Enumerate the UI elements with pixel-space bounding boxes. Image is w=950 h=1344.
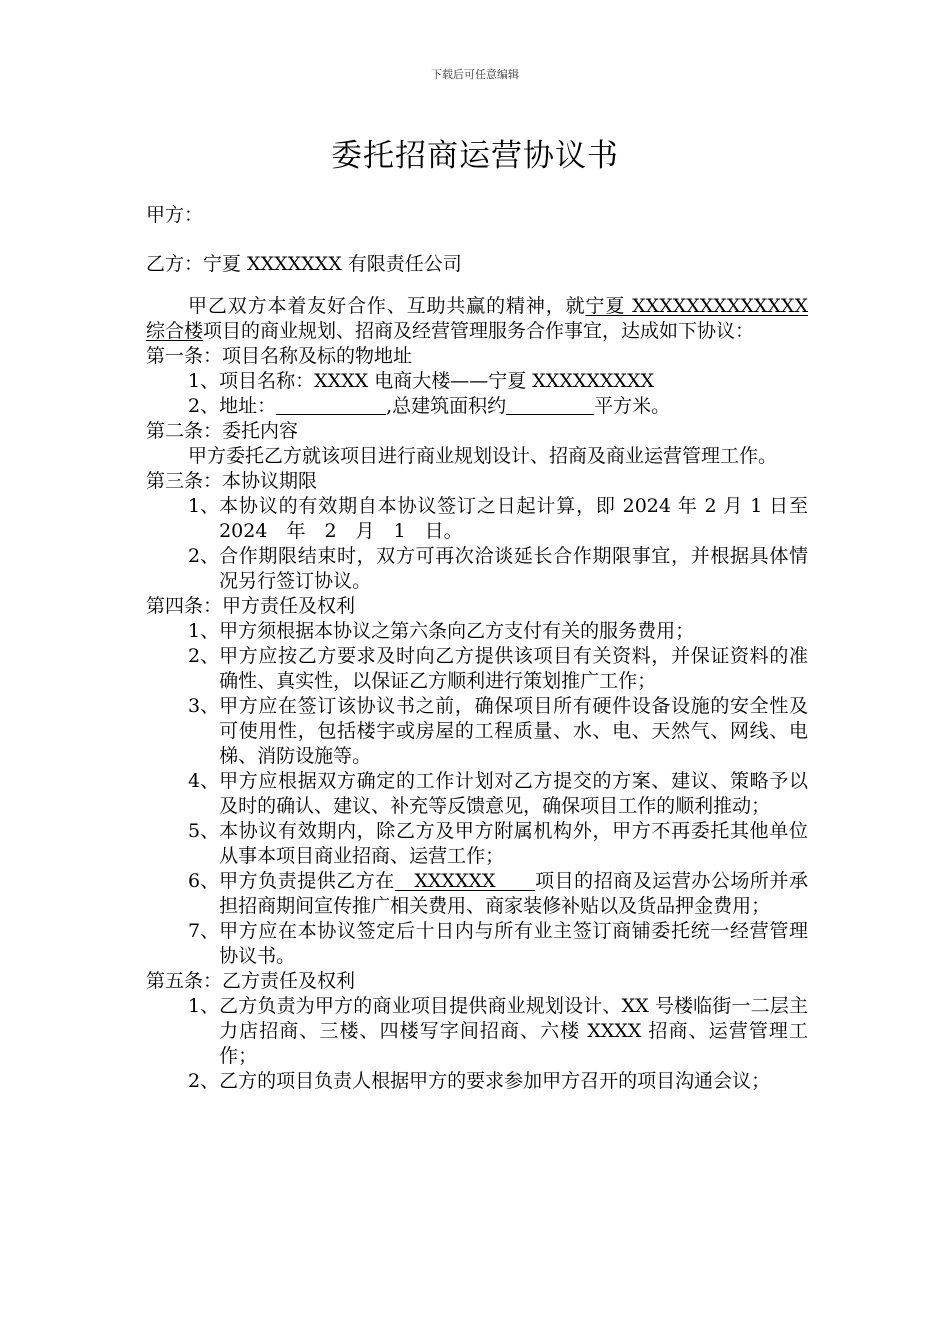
- address-label: 地址：: [219, 395, 277, 417]
- item-number: 1、: [188, 620, 220, 642]
- item-number: 2、: [188, 645, 220, 667]
- item-6-lead: 甲方负责提供乙方在: [219, 870, 395, 892]
- item-text: 甲方须根据本协议之第六条向乙方支付有关的服务费用；: [219, 620, 695, 642]
- section-1-item-1: [146, 369, 808, 394]
- intro-tail: 项目的商业规划、招商及经营管理服务合作事宜，达成如下协议：: [203, 320, 755, 342]
- document-title: 委托招商运营协议书: [331, 138, 619, 174]
- section-3-item-2: [146, 544, 808, 594]
- section-5-heading: 第五条：乙方责任及权利: [146, 970, 356, 992]
- item-text: 甲方应按乙方要求及时向乙方提供该项目有关资料，并保证资料的准确性、真实性，以保证乙方顺利进行策划推广工作；: [219, 645, 808, 692]
- section-2-text: 甲方委托乙方就该项目进行商业规划设计、招商及商业运营管理工作。: [188, 445, 778, 467]
- item-text: 乙方的项目负责人根据甲方的要求参加甲方召开的项目沟通会议；: [219, 1070, 771, 1092]
- party-b-line: 乙方：宁夏 XXXXXXX 有限责任公司: [146, 253, 462, 275]
- intro-lead: 甲乙双方本着友好合作、互助共赢的精神，就: [188, 295, 586, 317]
- section-3-item-1: [146, 494, 828, 544]
- item-number: 1、: [188, 370, 220, 392]
- area-unit: 平方米。: [594, 395, 671, 417]
- item-text: 合作期限结束时，双方可再次洽谈延长合作期限事宜，并根据具体情况另行签订协议。: [219, 545, 808, 592]
- item-number: 1、: [188, 495, 220, 517]
- section-4-heading: 第四条：甲方责任及权利: [146, 595, 356, 617]
- section-4-item-1: [146, 619, 808, 644]
- intro-project-name: 宁夏 XXXXXXXXXXXXX 综合楼: [146, 295, 808, 342]
- section-2-heading: 第二条：委托内容: [146, 420, 299, 442]
- item-number: 2、: [188, 395, 220, 417]
- section-4-item-3: [146, 694, 808, 769]
- item-text: 甲方应在签订该协议书之前，确保项目所有硬件设备设施的安全性及可使用性，包括楼宇或房屋的工程质量、水、电、天然气、网线、电梯、消防设施等。: [219, 695, 808, 767]
- item-text: [219, 394, 808, 419]
- agreement-body: [146, 294, 828, 1094]
- party-a-line: 甲方：: [146, 204, 204, 226]
- section-4-item-7: [146, 919, 808, 969]
- item-text: 乙方负责为甲方的商业项目提供商业规划设计、XX 号楼临街一二层主力店招商、三楼、四楼写字间招商、六楼 XXXX 招商、运营管理工作；: [219, 995, 808, 1067]
- item-number: 7、: [188, 920, 220, 942]
- section-4-item-6: [146, 869, 808, 919]
- item-number: 2、: [188, 545, 220, 567]
- item-number: 6、: [188, 870, 220, 892]
- section-1-item-2: [146, 394, 808, 419]
- item-text: 甲方应在本协议签定后十日内与所有业主签订商铺委托统一经营管理协议书。: [219, 920, 808, 967]
- area-label: ,总建筑面积约: [386, 395, 507, 417]
- item-text: [219, 869, 808, 919]
- item-number: 3、: [188, 695, 220, 717]
- section-1-heading: 第一条：项目名称及标的物地址: [146, 345, 413, 367]
- header-note: 下载后可任意编辑: [431, 68, 519, 81]
- item-number: 1、: [188, 995, 220, 1017]
- item-text: 本协议有效期内，除乙方及甲方附属机构外，甲方不再委托其他单位从事本项目商业招商、运营工作；: [219, 820, 808, 867]
- address-blank: [276, 396, 386, 415]
- section-5-item-2: [146, 1069, 808, 1094]
- section-4-item-4: [146, 769, 808, 819]
- area-blank: [506, 396, 594, 415]
- item-text: 甲方应根据双方确定的工作计划对乙方提交的方案、建议、策略予以及时的确认、建议、补充等反馈意见，确保项目工作的顺利推动；: [219, 770, 808, 817]
- section-5-item-1: [146, 994, 808, 1069]
- item-6-tail: 项目的招商及运营办公场所并承担招商期间宣传推广相关费用、商家装修补贴以及货品押金费用；: [219, 870, 808, 917]
- item-text: 项目名称：XXXX 电商大楼——宁夏 XXXXXXXXX: [219, 370, 655, 392]
- item-6-project-blank: XXXXXX: [394, 870, 536, 892]
- item-text: 本协议的有效期自本协议签订之日起计算，即 2024 年 2 月 1 日至 2024 年 2 月 1 日。: [219, 495, 828, 542]
- item-number: 2、: [188, 1070, 220, 1092]
- intro-paragraph: [146, 294, 808, 344]
- section-4-item-5: [146, 819, 808, 869]
- item-number: 5、: [188, 820, 220, 842]
- section-4-item-2: [146, 644, 808, 694]
- section-3-heading: 第三条：本协议期限: [146, 470, 318, 492]
- item-number: 4、: [188, 770, 220, 792]
